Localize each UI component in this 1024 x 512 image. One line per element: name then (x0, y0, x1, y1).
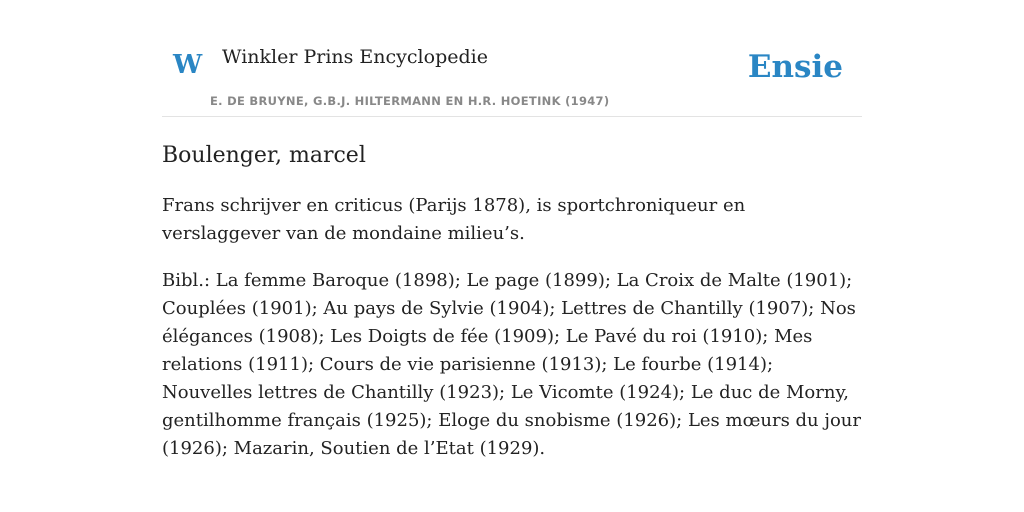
page-container (162, 0, 862, 463)
entry-description: Frans schrijver en criticus (Parijs 1878), is sportchroniqueur en verslaggever van de mondaine milieu’s. (162, 195, 746, 245)
header (162, 0, 862, 117)
entry-bibliography: Bibl.: La femme Baroque (1898); Le page (1899); La Croix de Malte (1901); Couplées (1901); Au pays de Sylvie (1904); Lettres de Chantilly (1907); Nos élégances (1908); Les Doigts de fée (1909); Le Pavé du roi (1910); Mes relations (1911); Cours de vie parisienne (1913); Le fourbe (1914); Nouvelles lettres de Chantilly (1923); Le Vicomte (1924); Le duc de Morny, gentilhomme français (1925); Eloge du snobisme (1926); Les mœurs du jour (1926); Mazarin, Soutien de l’Etat (1929). (162, 270, 861, 460)
winkler-prins-logo[interactable]: W (173, 50, 203, 80)
entry-title: Boulenger, marcel (162, 143, 366, 168)
encyclopedia-authors: E. DE BRUYNE, G.B.J. HILTERMANN EN H.R. HOETINK (1947) (210, 94, 610, 108)
ensie-brand-link[interactable]: Ensie (747, 49, 843, 85)
encyclopedia-title[interactable]: Winkler Prins Encyclopedie (222, 46, 488, 68)
